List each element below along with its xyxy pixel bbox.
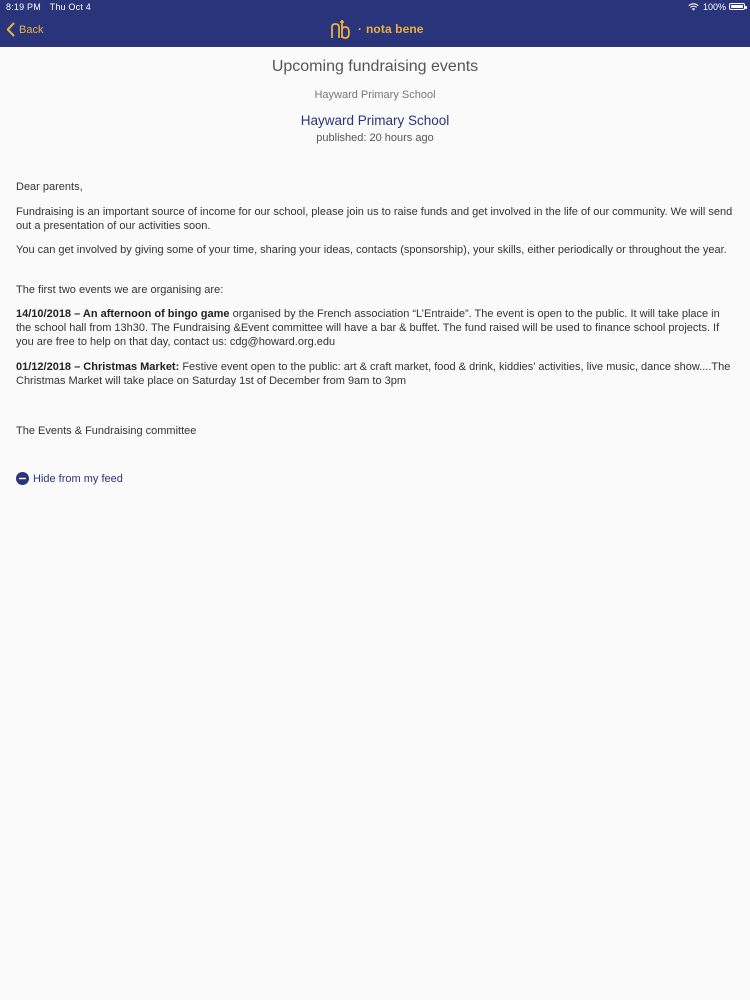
school-subtitle: Hayward Primary School: [314, 89, 436, 101]
nb-logo-icon: [330, 18, 354, 40]
battery-percent: 100%: [702, 2, 726, 12]
status-date: Thu Oct 4: [49, 2, 91, 12]
battery-icon: [729, 3, 745, 10]
published-time: published: 20 hours ago: [316, 132, 434, 144]
minus-circle-icon: [16, 472, 29, 485]
back-label: Back: [19, 23, 44, 36]
brand-name: nota bene: [366, 22, 424, 36]
brand-logo: [330, 18, 424, 40]
top-navigation-bar: [0, 0, 750, 47]
status-bar-left: [6, 2, 91, 12]
school-name-link[interactable]: Hayward Primary School: [300, 113, 450, 128]
signature: The Events & Fundraising committee: [16, 425, 197, 437]
paragraph-intro: Fundraising is an important source of income for our school, please join us to raise funds and get involved in the life of our community. We will send out a presentation of our activities soon.: [16, 206, 733, 232]
chevron-left-icon: [6, 22, 15, 37]
wifi-icon: [688, 3, 699, 11]
event-christmas-title: 01/12/2018 – Christmas Market:: [16, 361, 180, 373]
hide-from-feed-button[interactable]: [16, 472, 123, 485]
event-bingo-text: organised by the French association “L’Entraide”. The event is open to the public. It will take place in the school hall from 13h30. The Fundraising &Event committee will have a bar & buffet. The fund raised will be used to finance school projects. If you are free to help on that day, contact us: cdg@howard.org.edu: [16, 308, 720, 348]
paragraph-involvement: You can get involved by giving some of your time, sharing your ideas, contacts (sponsorship), your skills, either periodically or throughout the year.: [16, 244, 727, 256]
status-bar-right: [688, 2, 726, 12]
status-time: 8:19 PM: [6, 2, 41, 12]
brand-separator: ·: [358, 22, 362, 36]
paragraph-events-intro: The first two events we are organising are:: [16, 284, 224, 296]
back-button[interactable]: [6, 22, 43, 37]
event-bingo: [16, 307, 734, 349]
hide-from-feed-label: Hide from my feed: [33, 472, 123, 485]
event-christmas-market: [16, 360, 734, 388]
event-christmas-text: Festive event open to the public: art & craft market, food & drink, kiddies’ activities, live music, dance show....The Christmas Market will take place on Saturday 1st of December from 9am to 3pm: [16, 361, 731, 387]
greeting: Dear parents,: [16, 181, 83, 193]
page-title: Upcoming fundraising events: [271, 58, 479, 75]
event-bingo-title: 14/10/2018 – An afternoon of bingo game: [16, 308, 230, 320]
